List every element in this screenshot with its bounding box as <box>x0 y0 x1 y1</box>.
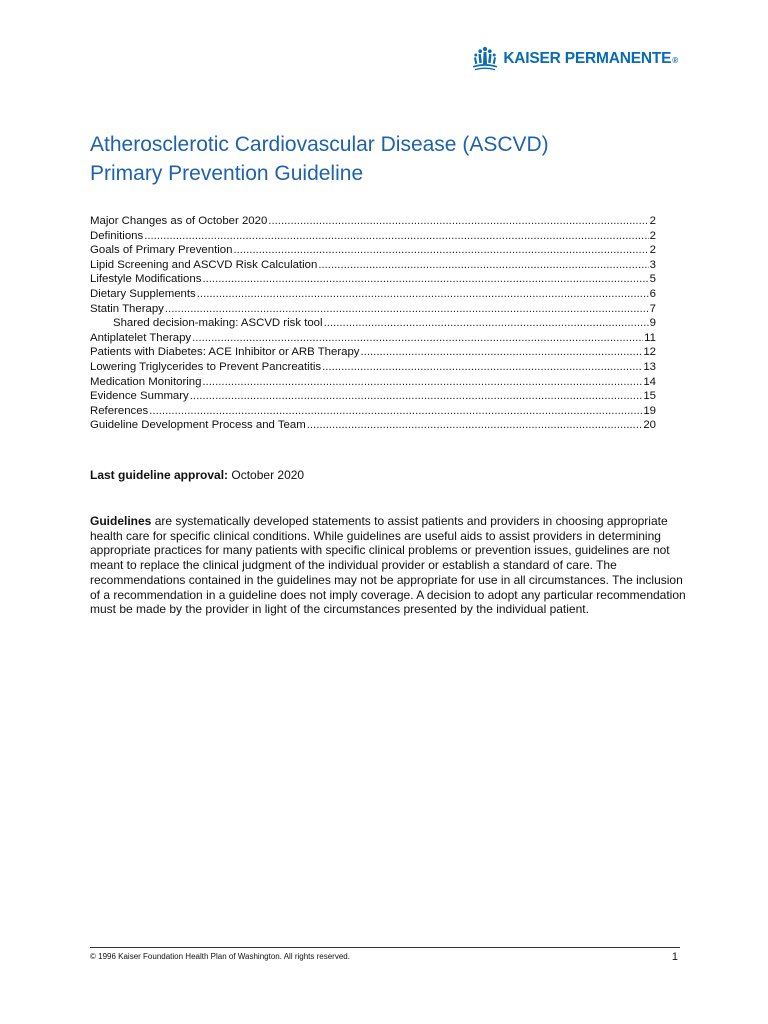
toc-entry-statin[interactable]: Statin Therapy ..... 7 <box>90 302 656 317</box>
table-of-contents <box>90 214 656 433</box>
toc-entry-lifestyle[interactable]: Lifestyle Modifications ..... 5 <box>90 272 656 287</box>
toc-entry-shared-decision[interactable]: Shared decision-making: ASCVD risk tool ..... 9 <box>90 316 656 331</box>
footer-divider <box>90 947 680 948</box>
toc-entry-antiplatelet[interactable]: Antiplatelet Therapy ..... 11 <box>90 331 656 346</box>
toc-entry-triglycerides[interactable]: Lowering Triglycerides to Prevent Pancreatitis ..... 13 <box>90 360 656 375</box>
kaiser-figures-icon <box>472 46 498 72</box>
toc-entry-goals[interactable]: Goals of Primary Prevention ..... 2 <box>90 243 656 258</box>
toc-entry-lipid-screening[interactable]: Lipid Screening and ASCVD Risk Calculation ..... 3 <box>90 258 656 273</box>
title-line-2: Primary Prevention Guideline <box>90 162 364 185</box>
toc-entry-major-changes[interactable]: Major Changes as of October 2020 ..... 2 <box>90 214 656 229</box>
approval-date: October 2020 <box>231 468 305 482</box>
page-number: 1 <box>671 951 678 963</box>
toc-entry-references[interactable]: References ..... 19 <box>90 404 656 419</box>
toc-entry-development[interactable]: Guideline Development Process and Team ..... 20 <box>90 418 656 433</box>
guidelines-text: are systematically developed statements to assist patients and providers in choosing appropriate health care for specific clinical conditions. While guidelines are useful aids to assist providers in determining appropriate practices for many patients with specific clinical problems or prevention issues, guidelines are not meant to replace the clinical judgment of the individual provider or establish a standard of care. The recommendations contained in the guidelines may not be appropriate for use in all circumstances. The inclusion of a recommendation in a guideline does not imply coverage. A decision to adopt any particular recommendation must be made by the provider in light of the circumstances presented by the individual patient. <box>90 514 686 617</box>
guidelines-lead: Guidelines <box>90 514 152 528</box>
guidelines-disclaimer <box>90 514 686 617</box>
toc-entry-evidence[interactable]: Evidence Summary ..... 15 <box>90 389 656 404</box>
toc-entry-diabetes[interactable]: Patients with Diabetes: ACE Inhibitor or ARB Therapy ..... 12 <box>90 345 656 360</box>
toc-entry-medication-monitoring[interactable]: Medication Monitoring ..... 14 <box>90 375 656 390</box>
page-title <box>90 130 690 188</box>
approval-label: Last guideline approval: <box>90 468 229 482</box>
toc-entry-supplements[interactable]: Dietary Supplements ..... 6 <box>90 287 656 302</box>
title-line-1: Atherosclerotic Cardiovascular Disease (ASCVD) <box>90 133 549 156</box>
kaiser-permanente-logo <box>472 44 678 74</box>
toc-entry-definitions[interactable]: Definitions ..... 2 <box>90 229 656 244</box>
copyright-notice: © 1996 Kaiser Foundation Health Plan of Washington. All rights reserved. <box>90 952 350 961</box>
logo-wordmark: KAISER PERMANENTE® <box>503 50 678 67</box>
approval-line <box>90 468 304 482</box>
